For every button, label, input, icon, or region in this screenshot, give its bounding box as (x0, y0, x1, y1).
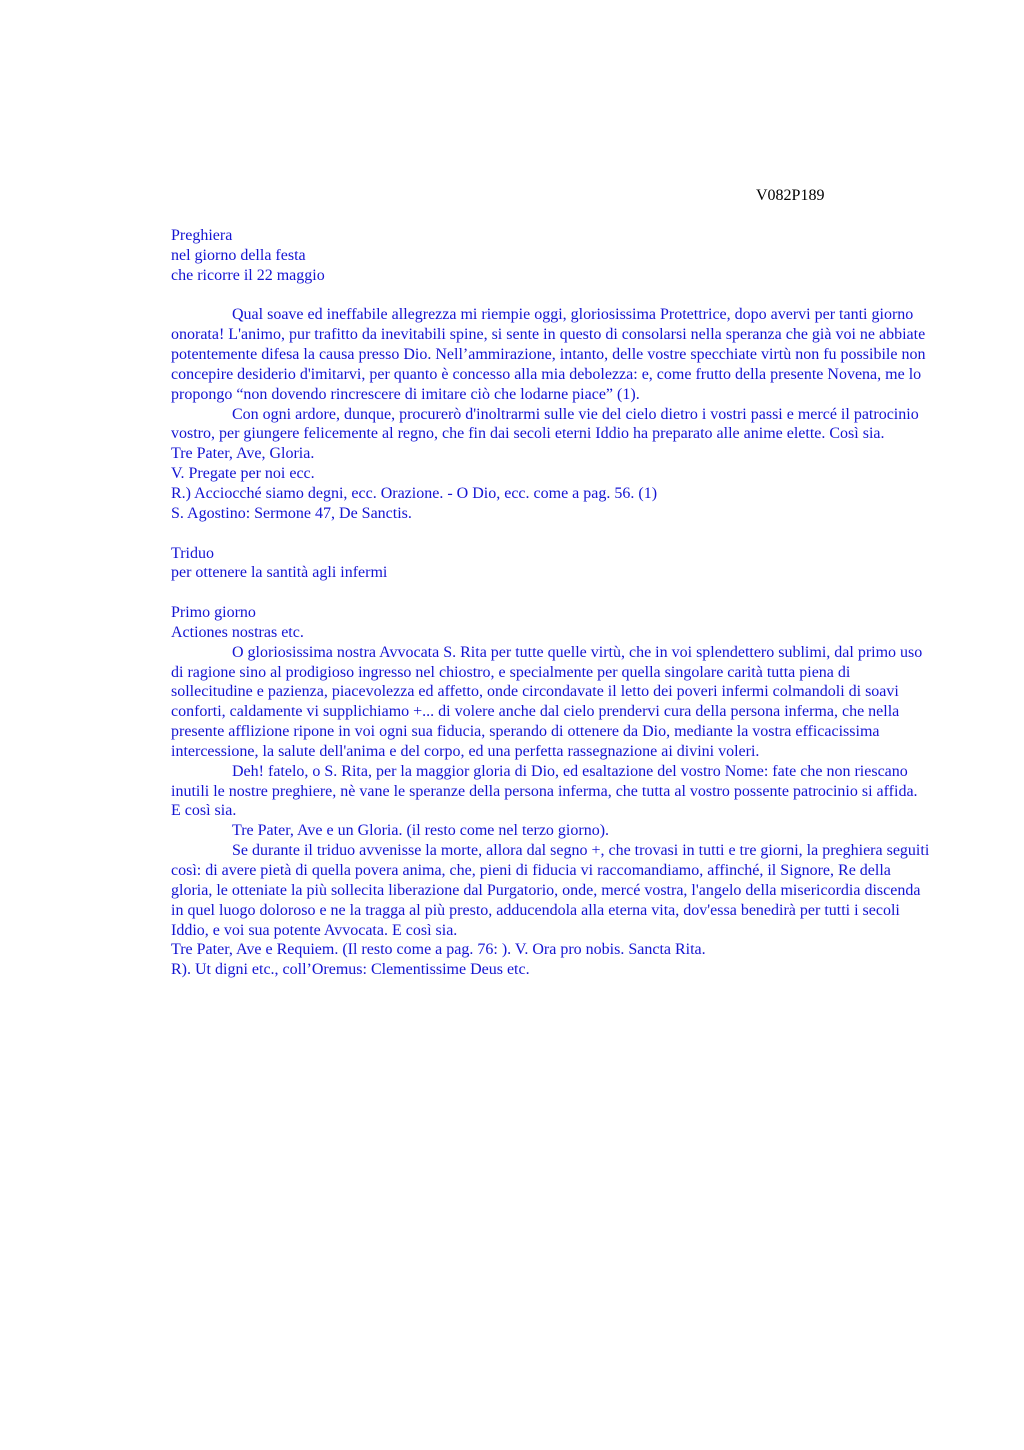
prayer-paragraph-2: Con ogni ardore, dunque, procurerò d'inoltrarmi sulle vie del cielo dietro i vostri passi e mercé il patrocinio vostro, per giungere felicemente al regno, che fin dai secoli eterni Iddio ha preparato alle anime elette. Così sia. (171, 405, 919, 443)
spacer (171, 524, 931, 544)
heading-line-2: nel giorno della festa (171, 246, 306, 264)
primo-giorno-paragraph-3: Tre Pater, Ave e un Gloria. (il resto come nel terzo giorno). (232, 822, 610, 840)
primo-giorno-title: Primo giorno (171, 604, 256, 622)
prayer-paragraph-1: Qual soave ed ineffabile allegrezza mi riempie oggi, gloriosissima Protettrice, dopo avervi per tanti giorno onorata! L'animo, pur trafitto da inevitabili spine, si sente in questo di consolarsi nella speranza che già voi ne abbiate potentemente difesa la causa presso Dio. Nell’ammirazione, intanto, delle vostre specchiate virtù non fu possibile non concepire desiderio d'imitarvi, per quanto è concesso alla mia debolezza: e, come frutto della presente Novena, me lo propongo “non dovendo rincrescere di imitare ciò che lodarne piace” (1). (171, 306, 926, 403)
triduo-title: Triduo (171, 544, 214, 562)
page-identifier: V082P189 (756, 187, 825, 204)
document-body (171, 226, 931, 980)
prayer-line-versicle: V. Pregate per noi ecc. (171, 465, 315, 483)
primo-giorno-paragraph-2: Deh! fatelo, o S. Rita, per la maggior gloria di Dio, ed esaltazione del vostro Nome: fate che non riescano inutili le nostre preghiere, nè vane le speranze della persona inferma, che tutta al vostro possente patrocinio si affida. E così sia. (171, 762, 918, 820)
prayer-line-response: R.) Acciocché siamo degni, ecc. Orazione. - O Dio, ecc. come a pag. 56. (1) (171, 484, 658, 502)
heading-line-1: Preghiera (171, 227, 233, 244)
spacer (171, 583, 931, 603)
primo-giorno-line-tre-pater: Tre Pater, Ave e Requiem. (Il resto come a pag. 76: ). V. Ora pro nobis. Sancta Rita. (171, 941, 706, 959)
spacer (171, 286, 931, 306)
prayer-line-tre-pater: Tre Pater, Ave, Gloria. (171, 445, 315, 463)
primo-giorno-paragraph-1: O gloriosissima nostra Avvocata S. Rita per tutte quelle virtù, che in voi splendettero sublimi, dal primo uso di ragione sino al prodigioso ingresso nel chiostro, e specialmente per quella singolare carità tutta piena di sollecitudine e pazienza, piacevolezza ed affetto, onde circondavate il letto dei poveri infermi colmandoli di soavi conforti, caldamente vi supplichiamo +... di volere anche dal cielo prendervi cura della persona inferma, che nella presente afflizione ripone in voi ogni sua fiducia, sperando di ottenere da Dio, mediante la vostra efficacissima intercessione, la salute dell'anima e del corpo, ed una perfetta rassegnazione ai divini voleri. (171, 643, 923, 760)
heading-line-3: che ricorre il 22 maggio (171, 266, 325, 284)
primo-giorno-actiones: Actiones nostras etc. (171, 623, 304, 641)
primo-giorno-paragraph-4: Se durante il triduo avvenisse la morte, allora dal segno +, che trovasi in tutti e tre giorni, la preghiera seguiti così: di avere pietà di quella povera anima, che, pieni di fiducia vi raccomandiamo, affinché, il Signore, Re della gloria, le otteniate la più sollecita liberazione dal Purgatorio, onde, mercé vostra, l'angelo della misericordia discenda in quel luogo doloroso e ne la tragga al più presto, adducendola alla eterna vita, dov'essa benedirà per tutti i secoli Iddio, e voi sua potente Avvocata. E così sia. (171, 842, 930, 939)
primo-giorno-line-response: R). Ut digni etc., coll’Oremus: Clementissime Deus etc. (171, 961, 530, 979)
prayer-line-footnote: S. Agostino: Sermone 47, De Sanctis. (171, 504, 412, 522)
triduo-subtitle: per ottenere la santità agli infermi (171, 564, 388, 582)
